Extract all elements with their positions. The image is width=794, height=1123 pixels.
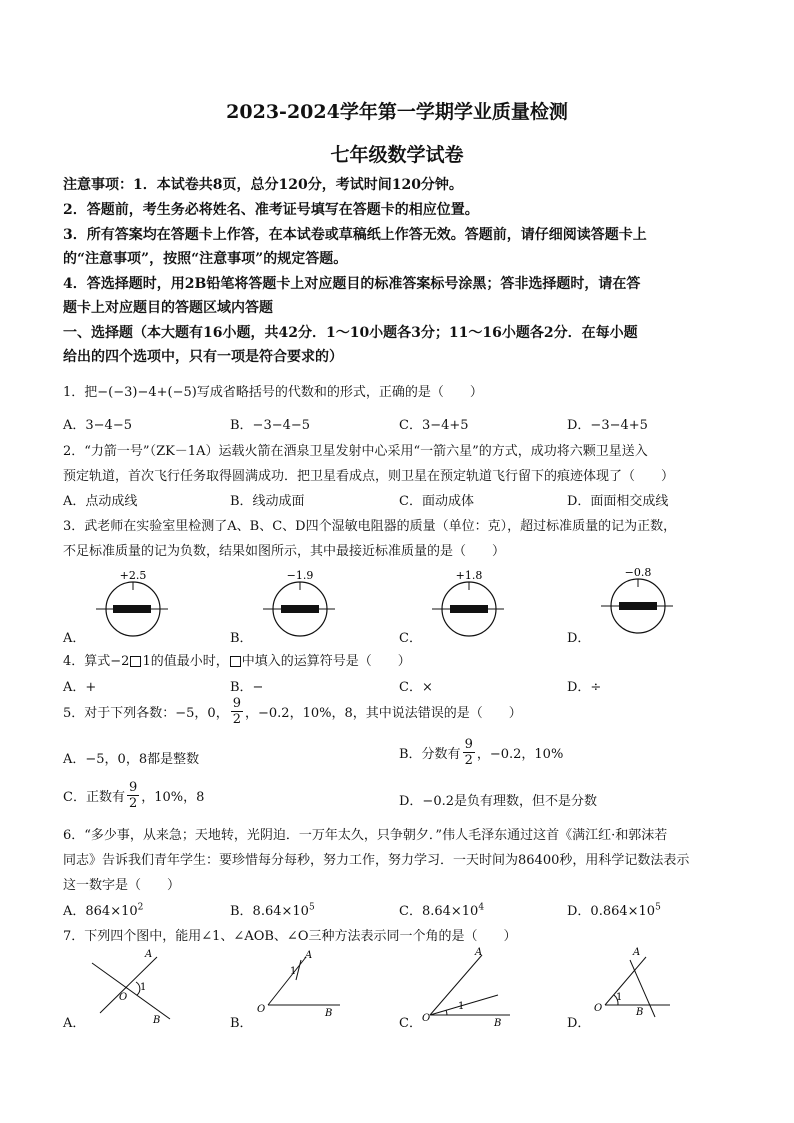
q4-stem-c: 中填入的运算符号是（ ） [241,654,411,669]
svg-text:A: A [633,947,641,958]
notes-4b: 题卡上对应题目的答题区域内答题 [63,300,273,316]
fraction-nine-halves: $\frac{9}{2}$ [464,737,473,768]
resistor-figure-c [432,569,504,636]
q7-figures [0,945,794,1035]
q1-option-a[interactable]: A．3−4−5 [63,418,132,433]
q5-stem-a: 5．对于下列各数：−5，0， [63,706,229,721]
q6-option-c[interactable]: C．$8.64\times 10^4$ [399,902,485,919]
q1-stem: 1．把−(−3)−4+(−5)写成省略括号的代数和的形式，正确的是（ ） [63,385,483,400]
q4-stem-a: 4．算式−2 [63,654,130,669]
notes-1-text: 1．本试卷共8页，总分120分，考试时间120分钟。 [133,177,463,193]
q1-option-b[interactable]: B．−3−4−5 [230,418,311,433]
angle-figure-d [594,947,670,1018]
q7-option-b[interactable]: B． [230,1016,253,1031]
notes-label: 注意事项： [63,177,133,193]
q2-stem-1: 2．“力箭一号”（ZK－1A）运载火箭在酒泉卫星发射中心采用“一箭六星”的方式，成功将六颗卫星送入 [63,444,648,459]
resistor-c-value: +1.8 [455,569,483,582]
angle-figure-c [422,947,510,1029]
q6-option-a[interactable]: A．$864\times 10^2$ [63,902,144,919]
q4-option-a[interactable]: A．+ [63,680,97,695]
q7-stem: 7．下列四个图中，能用∠1、∠AOB、∠O三种方法表示同一个角的是（ ） [63,929,517,944]
q5-option-b[interactable]: B．分数有 $\frac{9}{2}$ ，−0.2，10% [399,737,564,768]
q4-option-b[interactable]: B．− [230,680,264,695]
svg-text:A: A [475,947,483,958]
q6-option-b[interactable]: B．$8.64\times 10^5$ [230,902,315,919]
q3-option-c[interactable]: C． [399,631,422,646]
page-subtitle: 七年级数学试卷 [330,144,464,166]
q2-option-a[interactable]: A．点动成线 [63,494,138,509]
q6-stem-2: 同志》告诉我们青年学生：要珍惜每分每秒，努力工作，努力学习．一天时间为86400秒，用科学记数法表示 [63,853,690,868]
q5-option-a[interactable]: A．−5，0，8都是整数 [63,752,200,767]
section1-heading-1: 一、选择题（本大题有16小题，共42分．1～10小题各3分；11～16小题各2分．在每小题 [63,325,638,341]
q1-option-c[interactable]: C．3−4+5 [399,418,469,433]
blank-box-icon [230,656,241,667]
svg-text:O: O [594,1003,603,1014]
notes-2: 2．答题前，考生务必将姓名、准考证号填写在答题卡的相应位置。 [63,202,479,218]
resistor-b-value: −1.9 [286,569,314,582]
q7-option-a[interactable]: A． [63,1016,86,1031]
q1-option-d[interactable]: D．−3−4+5 [567,418,648,433]
svg-text:1: 1 [616,992,623,1003]
svg-text:O: O [119,992,128,1003]
q5-option-c[interactable]: C．正数有 $\frac{9}{2}$ ，10%，8 [63,780,205,811]
svg-text:B: B [153,1015,161,1026]
q2-option-c[interactable]: C．面动成体 [399,494,474,509]
notes-3b: 的“注意事项”，按照“注意事项”的规定答题。 [63,251,348,267]
q6-option-d[interactable]: D．$0.864\times 10^5$ [567,902,661,919]
svg-text:1: 1 [458,1001,465,1012]
page-title: 2023-2024学年第一学期学业质量检测 [226,101,568,123]
svg-text:1: 1 [290,966,297,977]
q4-stem-b: 1的值最小时， [142,654,229,669]
resistor-a-value: +2.5 [119,569,147,582]
resistor-d-value: −0.8 [624,566,652,579]
q2-stem-2: 预定轨道，首次飞行任务取得圆满成功．把卫星看成点，则卫星在预定轨道飞行留下的痕迹体现了（ ） [63,469,675,484]
fraction-nine-halves: $\frac{9}{2}$ [232,696,241,727]
q6-stem-1: 6．“多少事，从来急；天地转，光阴迫．一万年太久，只争朝夕．”伟人毛泽东通过这首《满江红·和郭沫若 [63,828,668,843]
blank-box-icon [130,656,141,667]
resistor-figure-a [96,569,168,636]
section1-heading-2: 给出的四个选项中，只有一项是符合要求的） [63,349,343,365]
svg-text:B: B [494,1018,502,1029]
q7-option-c[interactable]: C． [399,1016,422,1031]
resistor-figure-d [601,566,673,633]
angle-figure-b [257,950,340,1019]
q3-option-d[interactable]: D． [567,631,591,646]
resistor-figure-b [263,569,335,636]
q2-option-d[interactable]: D．面面相交成线 [567,494,669,509]
svg-text:A: A [145,949,153,960]
svg-text:A: A [305,950,313,961]
fraction-nine-halves: $\frac{9}{2}$ [128,780,138,811]
svg-text:B: B [325,1008,333,1019]
notes-3a: 3．所有答案均在答题卡上作答，在本试卷或草稿纸上作答无效。答题前，请仔细阅读答题卡上 [63,227,647,243]
q5-stem [63,697,522,726]
q3-stem-2: 不足标准质量的记为负数，结果如图所示，其中最接近标准质量的是（ ） [63,544,506,559]
q2-option-b[interactable]: B．线动成面 [230,494,305,509]
q6-stem-3: 这一数字是（ ） [63,878,181,893]
q7-option-d[interactable]: D． [567,1016,591,1031]
svg-text:O: O [257,1004,266,1015]
svg-text:1: 1 [140,982,147,993]
q4-option-d[interactable]: D．÷ [567,680,602,695]
q4-option-c[interactable]: C．× [399,680,433,695]
notes-4a: 4．答选择题时，用2B铅笔将答题卡上对应题目的标准答案标号涂黑；答非选择题时，请在答 [63,276,641,292]
q4-stem [63,650,411,669]
q3-option-b[interactable]: B． [230,631,253,646]
q5-option-d[interactable]: D．−0.2是负有理数，但不是分数 [399,794,597,809]
q3-figures [0,560,794,650]
q3-stem-1: 3．武老师在实验室里检测了A、B、C、D四个湿敏电阻器的质量（单位：克），超过标准质量的记为正数， [63,519,677,534]
q5-stem-b: ，−0.2，10%，8，其中说法错误的是（ ） [245,706,522,721]
q3-option-a[interactable]: A． [63,631,86,646]
angle-figure-a [92,949,170,1026]
svg-text:B: B [636,1007,644,1018]
notes-1 [63,174,463,194]
svg-text:O: O [422,1013,431,1024]
